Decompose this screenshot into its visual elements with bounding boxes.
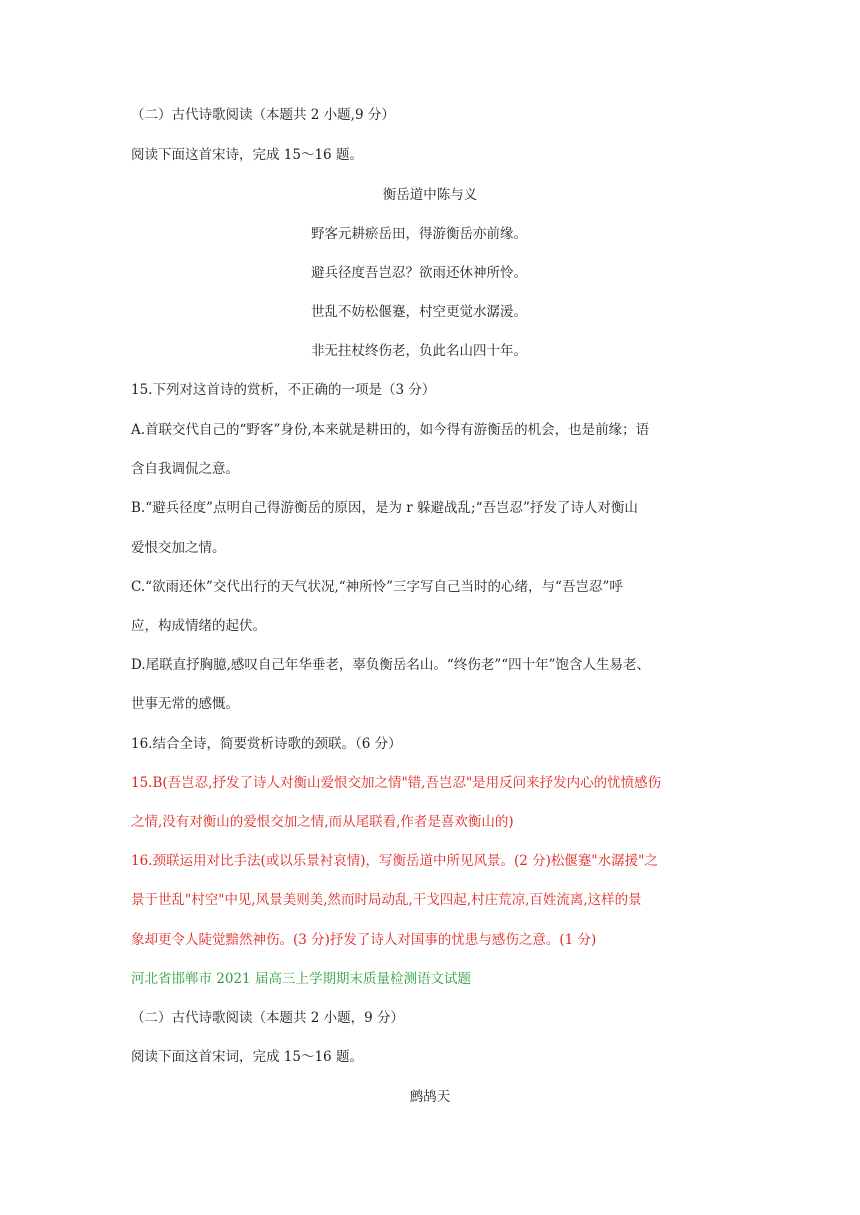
answer-line: 16.颈联运用对比手法(或以乐景衬哀情)，写衡岳道中所见风景。(2 分)松偃蹇"水潺援"之 <box>131 853 658 869</box>
section-heading: （二）古代诗歌阅读（本题共 2 小题,9 分） <box>131 107 395 123</box>
option-b: B.“避兵径度”点明自己得游衡岳的原因，是为 r 躲避战乱;“吾岂忍”抒发了诗人对衡山 <box>131 500 638 516</box>
option-b-cont: 爱恨交加之情。 <box>131 540 226 556</box>
answer-line: 景于世乱"村空"中见,风景美则美,然而时局动乱,干戈四起,村庄荒凉,百姓流离,这样的景 <box>131 892 642 908</box>
poem-line: 非无拄杖终伤老，负此名山四十年。 <box>311 343 527 359</box>
option-d: D.尾联直抒胸臆,感叹自己年华垂老，辜负衡岳名山。“终伤老”“四十年”饱含人生易老、 <box>131 657 651 673</box>
answer-line: 象却更令人陡觉黯然神伤。(3 分)抒发了诗人对国事的忧患与感伤之意。(1 分) <box>131 932 597 948</box>
poem-line: 野客元耕瘀岳田，得游衡岳亦前缘。 <box>311 226 527 242</box>
poem-line: 世乱不妨松偃蹇，村空更觉水潺湲。 <box>311 304 527 320</box>
option-c-cont: 应，构成情绪的起伏。 <box>131 618 266 634</box>
poem-title-2: 鹧鸪天 <box>409 1089 451 1105</box>
section-heading-2: （二）古代诗歌阅读（本题共 2 小题，9 分） <box>131 1010 405 1026</box>
source-title: 河北省邯郸市 2021 届高三上学期期末质量检测语文试题 <box>131 971 471 987</box>
poem-title: 衡岳道中陈与义 <box>382 187 478 203</box>
answer-line: 之情,没有对衡山的爱恨交加之情,而从尾联看,作者是喜欢衡山的) <box>131 814 514 830</box>
question-15: 15.下列对这首诗的赏析，不正确的一项是（3 分） <box>131 382 436 398</box>
answer-line: 15.B(吾岂忍,抒发了诗人对衡山爱恨交加之情"错,吾岂忍"是用反问来抒发内心的忧愤感伤 <box>131 775 662 791</box>
option-d-cont: 世事无常的感慨。 <box>131 696 239 712</box>
poem-line: 避兵径度吾岂忍？欲雨还休神所怜。 <box>311 265 527 281</box>
reading-instruction: 阅读下面这首宋诗，完成 15～16 题。 <box>131 147 363 163</box>
option-a-cont: 含自我调侃之意。 <box>131 461 239 477</box>
option-c: C.“欲雨还休”交代出行的天气状况,“神所怜”三字写自己当时的心绪，与“吾岂忍”呼 <box>131 579 623 595</box>
reading-instruction-2: 阅读下面这首宋词，完成 15～16 题。 <box>131 1049 363 1065</box>
question-16: 16.结合全诗，简要赏析诗歌的颈联。（6 分） <box>131 736 402 752</box>
option-a: A.首联交代自己的“野客”身份,本来就是耕田的，如今得有游衡岳的机会，也是前缘；语 <box>131 422 650 438</box>
